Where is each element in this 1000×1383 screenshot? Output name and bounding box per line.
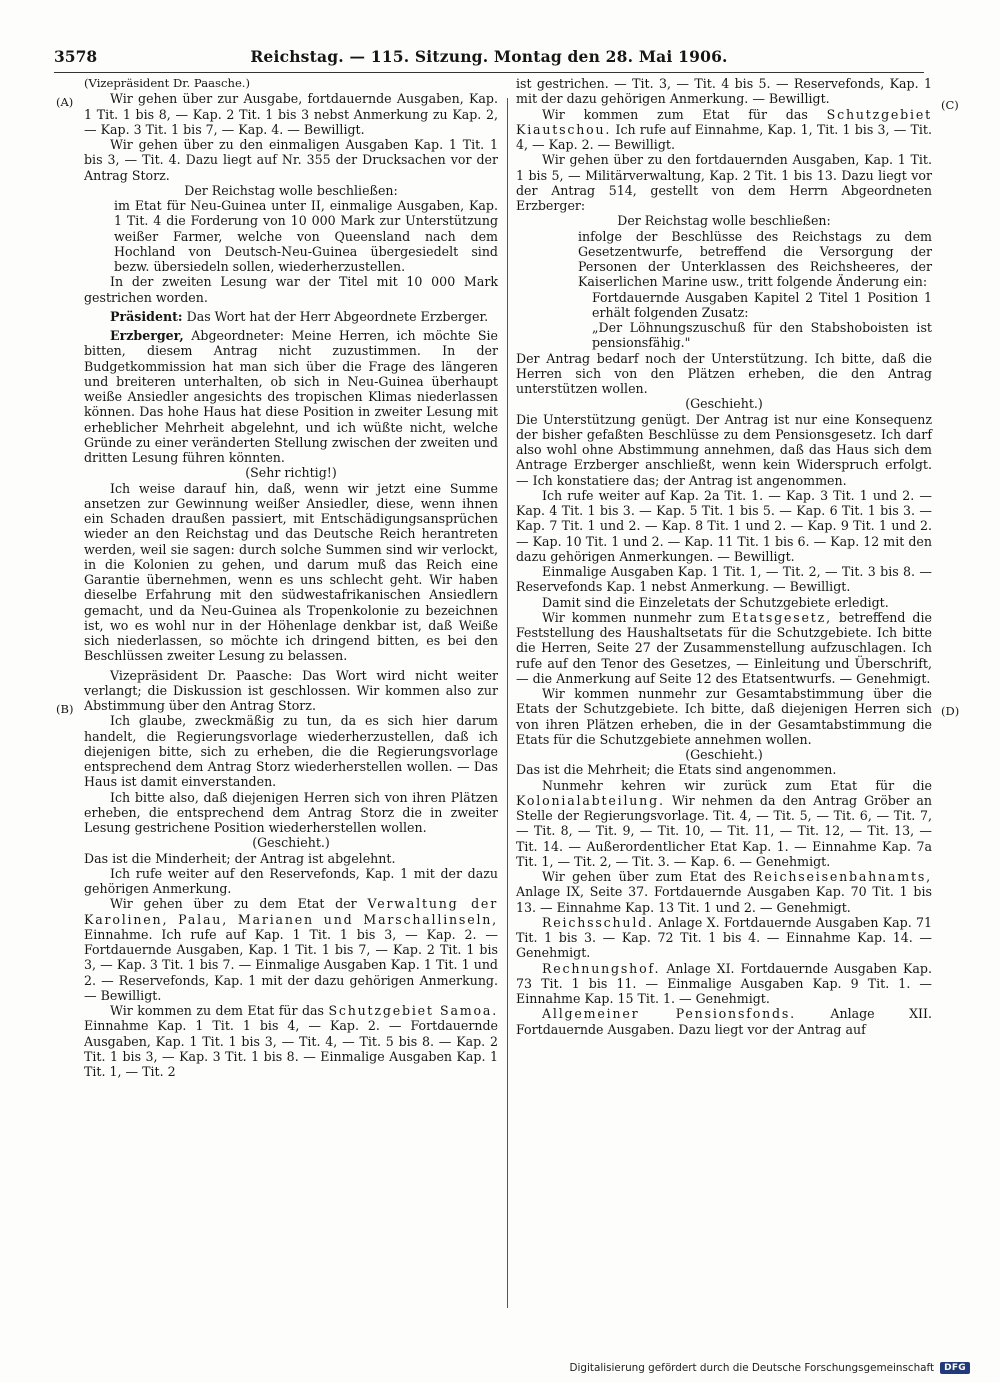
- paragraph: [516, 915, 932, 961]
- page-header: [54, 46, 924, 73]
- paragraph: ist gestrichen. — Tit. 3, — Tit. 4 bis 5. — Reservefonds, Kap. 1 mit der dazu gehörigen Anmerkung. — Bewilligt.: [516, 76, 932, 107]
- paragraph: Ich rufe weiter auf den Reservefonds, Kap. 1 mit der dazu gehörigen Anmerkung.: [84, 865, 498, 896]
- text-run: Anlage X. Fortdauernde Ausgaben Kap. 71 Tit. 1 bis 3. — Kap. 72 Tit. 1 bis 4. — Einnahme Kap. 14. — Genehmigt.: [516, 914, 932, 961]
- paragraph: In der zweiten Lesung war der Titel mit 10 000 Mark gestrichen worden.: [84, 274, 498, 305]
- paragraph: Wir gehen über zu den einmaligen Ausgaben Kap. 1 Tit. 1 bis 3, — Tit. 4. Dazu liegt auf Nr. 355 der Drucksachen vor der Antrag Storz.: [84, 137, 498, 183]
- paragraph: [516, 107, 932, 153]
- text-run: Anlage XI. Fortdauernde Ausgaben Kap. 73 Tit. 1 bis 11. — Einmalige Ausgaben Kap. 9 Tit. 1. — Einnahme Kap. 15 Tit. 1. — Genehmigt.: [516, 960, 932, 1006]
- column-divider: [507, 98, 508, 1308]
- motion-text: Fortdauernde Ausgaben Kapitel 2 Titel 1 Position 1 erhält folgenden Zusatz:: [592, 289, 932, 320]
- left-column: [84, 76, 498, 1079]
- text-run: Wir kommen zu dem Etat für das: [110, 1003, 324, 1018]
- interjection: (Geschieht.): [685, 396, 763, 412]
- speech-text: Das Wort wird nicht weiter verlangt; die Diskussion ist geschlossen. Wir kommen also zur Abstimmung über den Antrag Storz.: [84, 667, 498, 713]
- text-run: Wir kommen zum Etat für das: [542, 106, 808, 122]
- text-run: Ich rufe auf Einnahme, Kap. 1, Tit. 1 bis 3, — Tit. 4, — Kap. 2. — Bewilligt.: [516, 121, 932, 152]
- spaced-term: Etatsgesetz,: [731, 609, 832, 625]
- running-title: Reichstag. — 115. Sitzung. Montag den 28. Mai 1906.: [250, 47, 728, 66]
- speaker-name: Präsident:: [110, 308, 183, 324]
- footer-text: Digitalisierung gefördert durch die Deutsche Forschungsgemeinschaft: [569, 1362, 935, 1374]
- text-run: Einnahme. Ich rufe auf Kap. 1 Tit. 1 bis 3, — Kap. 2. — Fortdauernde Ausgaben, Kap. 1 Tit. 1 bis 7, — Kap. 2 Tit. 1 bis 3, — Kap. 3 Tit. 1 bis 7. — Einmalige Ausgaben Kap. 1 Tit. 1 und 2. — Reservefonds, Kap. 1 mit der dazu gehörigen Anmerkung. — Bewilligt.: [84, 926, 498, 1003]
- paragraph: [516, 1006, 932, 1037]
- speech-text: Abgeordneter: Meine Herren, ich möchte Sie bitten, diesem Antrag nicht zuzustimmen. In der Budgetkommission hat man sich über die Frage des längeren und breiteren unterhalten, ob sich in Neu-Guinea überhaupt weiße Ansiedler angesichts des tropischen Klimas niederlassen können. Das hohe Haus hat diese Position in zweiter Lesung mit erheblicher Mehrheit abgelehnt, und ich wüßte nicht, welche Gründe zu einer veränderten Stellung zwischen der zweiten und dritten Lesung führen könnten.: [84, 328, 498, 465]
- footer-credit: [570, 1362, 970, 1374]
- spaced-term: Schutzgebiet Kiautschou.: [516, 106, 932, 137]
- paragraph: Der Antrag bedarf noch der Unterstützung. Ich bitte, daß die Herren sich von den Plätzen erheben, die den Antrag unterstützen wollen.: [516, 350, 932, 396]
- margin-mark-b: (B): [56, 702, 74, 716]
- spaced-term: Schutzgebiet Samoa.: [328, 1003, 498, 1018]
- text-run: Wir nehmen da den Antrag Gröber an Stelle der Regierungsvorlage. Tit. 4, — Tit. 5, — Tit. 6, — Tit. 7, — Tit. 8, — Tit. 9, — Tit. 10, — Tit. 11, — Tit. 12, — Tit. 13, — Tit. 14. — Außerordentlicher Etat Kap. 1. — Einnahme Kap. 7a Tit. 1, — Tit. 2, — Tit. 3. — Kap. 6. — Genehmigt.: [516, 792, 932, 869]
- paragraph: Damit sind die Einzeletats der Schutzgebiete erledigt.: [542, 594, 889, 610]
- speech-text: Das Wort hat der Herr Abgeordnete Erzberger.: [186, 308, 489, 324]
- speech-paragraph: [84, 668, 498, 714]
- page-number: 3578: [54, 47, 98, 66]
- paragraph: [516, 961, 932, 1007]
- paragraph: Wir gehen über zur Ausgabe, fortdauernde Ausgaben, Kap. 1 Tit. 1 bis 8, — Kap. 2 Tit. 1 bis 3 nebst Anmerkung zu Kap. 2, — Kap. 3 Tit. 1 bis 7, — Kap. 4. — Bewilligt.: [84, 91, 498, 137]
- text-run: betreffend die Feststellung des Haushaltsetats für die Schutzgebiete. Ich bitte die Herren, Seite 27 der Zusammenstellung aufzuschlagen. Ich rufe auf den Tenor des Gesetzes, — Einleitung und Überschrift, — die Anmerkung auf Seite 12 des Etatsentwurfs. — Genehmigt.: [516, 609, 932, 686]
- paragraph: Ich bitte also, daß diejenigen Herren sich von ihren Plätzen erheben, die entsprechend dem Antrag Storz die in zweiter Lesung gestrichene Position wiederherstellen wollen.: [84, 789, 498, 835]
- paragraph: Die Unterstützung genügt. Der Antrag ist nur eine Konsequenz der bisher gefaßten Beschlüsse zu dem Pensionsgesetz. Ich darf also wohl ohne Abstimmung annehmen, daß das Haus sich dem Antrage Erzberger anschließt, wenn kein Widerspruch erfolgt. — Ich konstatiere das; der Antrag ist angenommen.: [516, 411, 932, 488]
- motion-heading: Der Reichstag wolle beschließen:: [184, 182, 398, 198]
- interjection: (Geschieht.): [685, 747, 763, 762]
- text-run: Wir gehen über zum Etat des: [542, 869, 746, 884]
- text-run: Wir kommen nunmehr zum: [542, 609, 725, 625]
- paragraph: [516, 778, 932, 870]
- interjection: (Sehr richtig!): [245, 465, 337, 481]
- paragraph: Wir kommen nunmehr zur Gesamtabstimmung über die Etats der Schutzgebiete. Ich bitte, daß diejenigen Herren sich von ihren Plätzen erheben, die in der Gesamtabstimmung die Etats für die Schutzgebiete annehmen wollen.: [516, 686, 932, 747]
- margin-mark-c: (C): [941, 98, 959, 112]
- speech-paragraph: [84, 309, 498, 324]
- text-run: Anlage XII. Fortdauernde Ausgaben. Dazu liegt vor der Antrag auf: [516, 1006, 932, 1037]
- margin-mark-a: (A): [56, 95, 74, 109]
- paragraph: Ich glaube, zweckmäßig zu tun, da es sich hier darum handelt, die Regierungsvorlage wiederherzustellen, daß ich diejenigen bitte, sich zu erheben, die die Regierungsvorlage entsprechend dem Antrag Storz wiederherstellen wollen. — Das Haus ist damit einverstanden.: [84, 713, 498, 790]
- paragraph: Ich weise darauf hin, daß, wenn wir jetzt eine Summe ansetzen zur Gewinnung weißer Ansiedler, diese, wenn ihnen ein Schaden draußen passiert, mit Entschädigungsansprüchen wieder an den Reichstag und das Deutsche Reich herantreten werden, weil sie sagen: durch solche Summen sind wir verlockt, in die Kolonien zu gehen, und darum muß das Reich eine Garantie übernehmen, wenn es uns schlecht geht. Wir haben dieselbe Erfahrung mit den südwestafrikanischen Ansiedlern gemacht, und da Neu-Guinea als Tropenkolonie zu bezeichnen ist, wo es wohl nur in der Höhenlage denkbar ist, daß Weiße sich niederlassen, so möchte ich dringend bitten, es bei den Beschlüssen zweiter Lesung zu belassen.: [84, 480, 498, 664]
- motion-text: infolge der Beschlüsse des Reichstags zu dem Gesetzentwurfe, betreffend die Versorgung der Personen der Unterklassen des Reichsheeres, der Kaiserlichen Marine usw., tritt folgende Änderung ein:: [578, 228, 932, 290]
- speaker-name: Vizepräsident Dr. Paasche:: [110, 667, 293, 683]
- right-column: [516, 76, 932, 1037]
- paragraph: Einmalige Ausgaben Kap. 1 Tit. 1, — Tit. 2, — Tit. 3 bis 8. — Reservefonds Kap. 1 nebst Anmerkung. — Bewilligt.: [516, 564, 932, 595]
- motion-heading: Der Reichstag wolle beschließen:: [617, 213, 831, 229]
- text-run: Wir gehen über zu dem Etat der: [110, 896, 357, 912]
- text-run: Anlage IX, Seite 37. Fortdauernde Ausgaben Kap. 70 Tit. 1 bis 13. — Einnahme Kap. 13 Tit. 1 und 2. — Genehmigt.: [516, 884, 932, 915]
- margin-mark-d: (D): [941, 704, 960, 718]
- spaced-term: Verwaltung der Karolinen, Palau, Marianen und Marschallinseln,: [84, 896, 499, 927]
- paragraph: [516, 610, 932, 686]
- spaced-term: Reichseisenbahnamts,: [753, 869, 932, 884]
- paragraph: [516, 869, 932, 915]
- motion-text: im Etat für Neu-Guinea unter II, einmalige Ausgaben, Kap. 1 Tit. 4 die Forderung von 10 000 Mark zur Unterstützung weißer Farmer, welche von Queensland nach dem Hochland von Deutsch-Neu-Guinea übergesiedelt sind bezw. übersiedeln sollen, wiederherzustellen.: [114, 198, 498, 274]
- paragraph: [84, 896, 498, 1003]
- spaced-term: Rechnungshof.: [542, 960, 661, 976]
- speech-paragraph: [84, 328, 498, 465]
- spaced-term: Kolonialabteilung.: [516, 792, 665, 808]
- speaker-note: (Vizepräsident Dr. Paasche.): [84, 76, 251, 90]
- spaced-term: Allgemeiner Pensionsfonds.: [542, 1006, 796, 1022]
- interjection: (Geschieht.): [252, 835, 330, 851]
- text-run: Einnahme Kap. 1 Tit. 1 bis 4, — Kap. 2. — Fortdauernde Ausgaben, Kap. 1 Tit. 1 bis 3, — Tit. 4, — Tit. 5 bis 8. — Kap. 2 Tit. 1 bis 3, — Kap. 3 Tit. 1 bis 8. — Einmalige Ausgaben Kap. 1 Tit. 1, — Tit. 2: [84, 1018, 498, 1079]
- dfg-logo: DFG: [940, 1362, 970, 1374]
- paragraph: Wir gehen über zu den fortdauernden Ausgaben, Kap. 1 Tit. 1 bis 5, — Militärverwaltung, Kap. 2 Tit. 1 bis 13. Dazu liegt vor der Antrag 514, gestellt von dem Herrn Abgeordneten Erzberger:: [516, 152, 932, 213]
- paragraph: [84, 1003, 498, 1079]
- text-run: Nunmehr kehren wir zurück zum Etat für die: [542, 777, 932, 793]
- paragraph: Das ist die Minderheit; der Antrag ist abgelehnt.: [84, 850, 396, 866]
- paragraph: Ich rufe weiter auf Kap. 2a Tit. 1. — Kap. 3 Tit. 1 und 2. — Kap. 4 Tit. 1 bis 3. — Kap. 5 Tit. 1 bis 5. — Kap. 6 Tit. 1 bis 3. — Kap. 7 Tit. 1 und 2. — Kap. 8 Tit. 1 und 2. — Kap. 9 Tit. 1 und 2. — Kap. 10 Tit. 1 und 2. — Kap. 11 Tit. 1 bis 6. — Kap. 12 mit den dazu gehörigen Anmerkungen. — Bewilligt.: [516, 487, 932, 564]
- spaced-term: Reichsschuld.: [542, 914, 654, 930]
- paragraph: Das ist die Mehrheit; die Etats sind angenommen.: [516, 762, 837, 778]
- motion-quote: „Der Löhnungszuschuß für den Stabshoboisten ist pensionsfähig.": [592, 320, 932, 351]
- speaker-name: Erzberger,: [110, 328, 184, 343]
